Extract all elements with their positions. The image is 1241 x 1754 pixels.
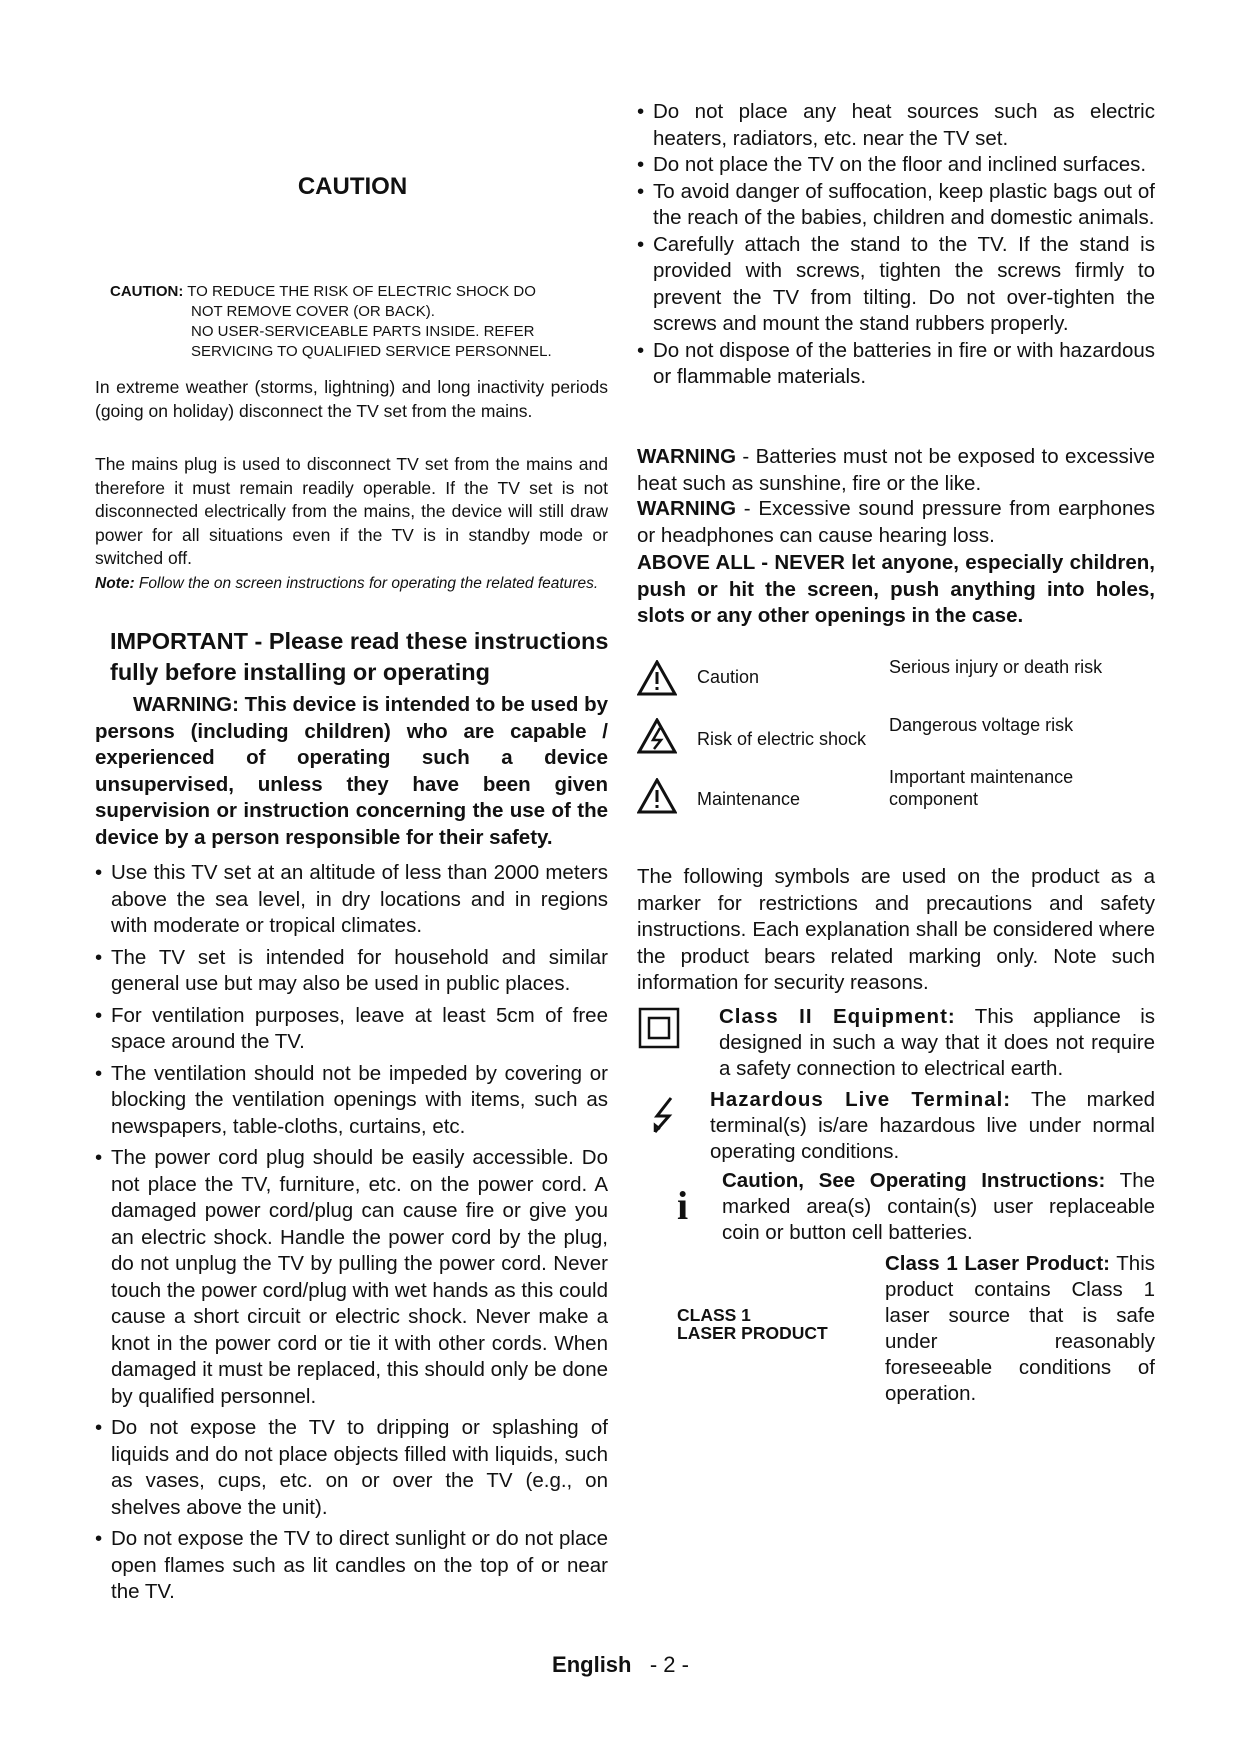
bullet-ventilation-space: • For ventilation purposes, leave at least 5cm of free space around the TV. [95,1003,608,1056]
note-paragraph [95,574,608,594]
caution-label: CAUTION: [110,283,184,300]
laser-label-line-2: LASER PRODUCT [677,1323,828,1343]
warning-sound-label: WARNING [637,497,737,520]
caution-line-4: SERVICING TO QUALIFIED SERVICE PERSONNEL. [191,343,552,360]
class-ii-label: Class II Equipment: [719,1005,956,1028]
symbol-shock-desc: Dangerous voltage risk [889,715,1074,735]
warning-batteries-text: - Batteries must not be exposed to excessive heat such as sunshine, fire or the like. [637,445,1155,495]
caution-see-instructions-text: The marked area(s) contain(s) user replaceable coin or button cell batteries. [722,1169,1155,1244]
caution-see-instructions-label: Caution, See Operating Instructions: [722,1169,1106,1192]
caution-notice [110,282,610,362]
class-ii-icon [637,1006,707,1055]
class-ii-paragraph [719,1004,1155,1082]
warning-sound-text: - Excessive sound pressure from earphones or headphones can cause hearing loss. [637,497,1155,547]
caution-triangle-icon [637,660,677,701]
bullet-altitude: • Use this TV set at an altitude of less than 2000 meters above the sea level, in dry locations and in regions with moderate or tropical climates. [95,860,608,940]
electric-shock-icon [637,718,677,759]
class-ii-text: This appliance is designed in such a way that it does not require a safety connection to electrical earth. [719,1005,1155,1080]
footer-language: English [552,1652,632,1677]
caution-line-2: NOT REMOVE COVER (OR BACK). [191,303,435,320]
caution-line-1: TO REDUCE THE RISK OF ELECTRIC SHOCK DO [187,283,536,300]
caution-see-instructions-paragraph [722,1168,1155,1246]
symbol-shock-name: Risk of electric shock [697,729,867,749]
bullet-sunlight: • Do not expose the TV to direct sunlight or do not place open flames such as lit candles on the top of or near the TV. [95,1526,608,1606]
laser-product-label-box [677,1306,828,1342]
page-footer [0,1652,1241,1678]
bullet-stand: • Carefully attach the stand to the TV. If the stand is provided with screws, tighten the screws firmly to prevent the TV from tilting. Do not over-tighten the screws and mount the stand rubbers properly. [637,232,1155,338]
warning-batteries [637,444,1155,497]
symbol-caution-name: Caution [697,667,760,687]
class-1-laser-label: Class 1 Laser Product: [885,1252,1110,1275]
maintenance-icon [637,778,677,819]
symbol-table [637,650,1155,820]
bullet-liquids: • Do not expose the TV to dripping or splashing of liquids and do not place objects filled with liquids, such as vases, cups, etc. on or over the TV (e.g., on shelves above the unit). [95,1415,608,1521]
hazardous-terminal-text: The marked terminal(s) is/are hazardous live under normal operating conditions. [710,1088,1156,1163]
hazardous-terminal-paragraph [710,1087,1155,1165]
extreme-weather-paragraph: In extreme weather (storms, lightning) and long inactivity periods (going on holiday) disconnect the TV set from the mains. [95,377,608,421]
note-label: Note: [95,575,135,592]
mains-plug-paragraph: The mains plug is used to disconnect TV set from the mains and therefore it must remain readily operable. If the TV set is not disconnected electrically from the mains, the device will still draw power for all situations even if the TV is in standby mode or switched off. [95,454,608,568]
warning-sound [637,496,1155,549]
bullet-floor: • Do not place the TV on the floor and inclined surfaces. [637,152,1155,179]
left-bullet-list [95,860,608,1606]
note-text: Follow the on screen instructions for operating the related features. [134,575,599,592]
right-bullet-list [637,99,1155,391]
symbols-intro-paragraph: The following symbols are used on the product as a marker for restrictions and precautions and safety instructions. Each explanation shall be considered where the product bears related marking only. Note such information for security reasons. [637,865,1155,994]
bullet-suffocation: • To avoid danger of suffocation, keep plastic bags out of the reach of the babies, children and domestic animals. [637,179,1155,232]
bullet-heat-sources: • Do not place any heat sources such as electric heaters, radiators, etc. near the TV set. [637,99,1155,152]
above-all-paragraph: ABOVE ALL - NEVER let anyone, especially children, push or hit the screen, push anything into holes, slots or any other openings in the case. [637,551,1155,627]
symbol-maintenance-name: Maintenance [697,789,801,809]
laser-label-line-1: CLASS 1 [677,1305,751,1325]
symbol-caution-desc: Serious injury or death risk [889,657,1103,677]
footer-page-number: - 2 - [649,1652,689,1677]
warning-batteries-label: WARNING [637,445,737,468]
hazardous-terminal-label: Hazardous Live Terminal: [710,1088,1012,1111]
info-icon: i [677,1183,689,1228]
class-1-laser-text: This product contains Class 1 laser source that is safe under reasonably foreseeable conditions of operation. [885,1252,1155,1405]
hazardous-terminal-icon [645,1094,685,1139]
important-heading: IMPORTANT - Please read these instructions fully before installing or operating [110,628,609,685]
bullet-batteries: • Do not dispose of the batteries in fire or with hazardous or flammable materials. [637,338,1155,391]
warning-device-paragraph: WARNING: This device is intended to be used by persons (including children) who are capable / experienced of operating such a device unsupervised, unless they have been given supervision or instruction concerning the use of the device by a person responsible for their safety. [95,693,608,849]
bullet-household: • The TV set is intended for household and similar general use but may also be used in public places. [95,945,608,998]
bullet-ventilation-openings: • The ventilation should not be impeded by covering or blocking the ventilation openings with items, such as newspapers, table-cloths, curtains, etc. [95,1061,608,1141]
class-1-laser-paragraph [885,1251,1155,1407]
caution-title: CAUTION [297,173,408,200]
caution-line-3: NO USER-SERVICEABLE PARTS INSIDE. REFER [191,323,535,340]
symbol-maintenance-desc: Important maintenance component [889,767,1074,809]
bullet-power-cord: • The power cord plug should be easily accessible. Do not place the TV, furniture, etc. on the power cord. A damaged power cord/plug can cause fire or give you an electric shock. Handle the power cord by the plug, do not unplug the TV by pulling the power cord. Never touch the power cord/plug with wet hands as this could cause a short circuit or electric shock. Never make a knot in the power cord or tie it with other cords. When damaged it must be replaced, this should only be done by qualified personnel. [95,1145,608,1410]
